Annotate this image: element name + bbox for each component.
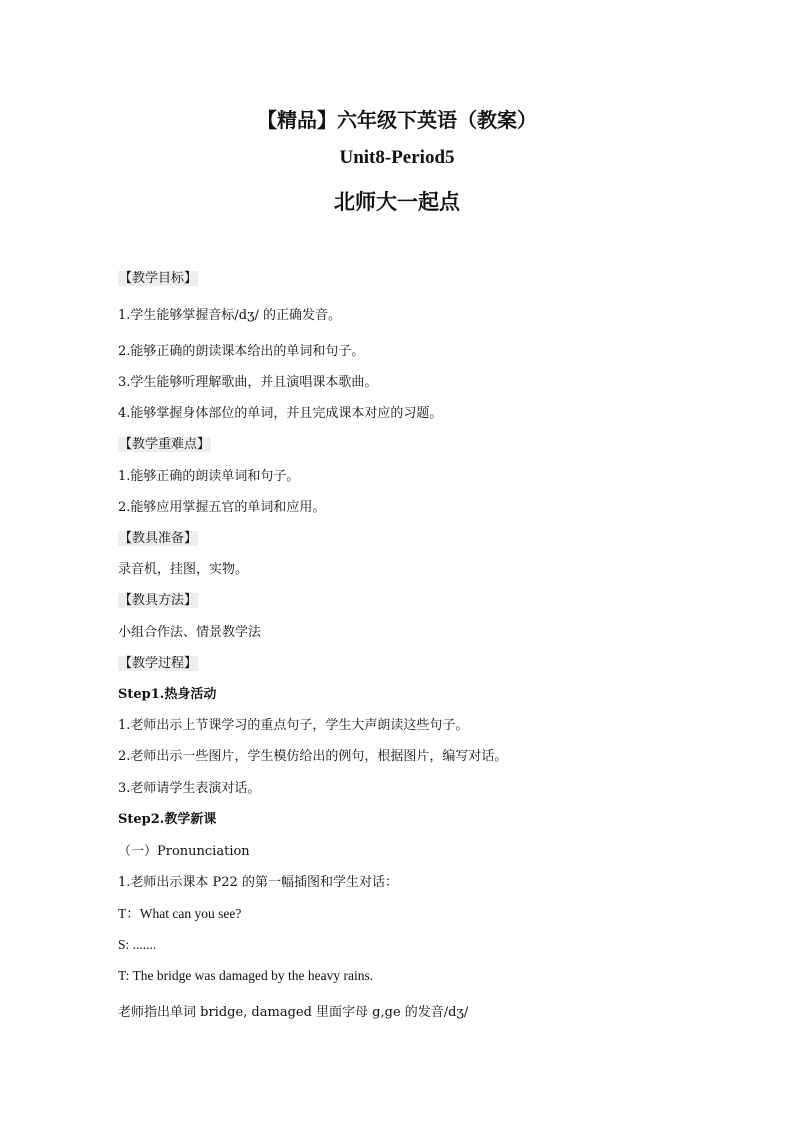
section-methods-heading [118, 592, 198, 610]
section-label: 【教具方法】 [119, 593, 198, 608]
materials-text: 录音机，挂图，实物。 [118, 562, 249, 577]
section-objectives-heading [118, 270, 198, 288]
objective-item: 1.学生能够掌握音标/dʒ/ 的正确发音。 [118, 308, 341, 323]
section-label: 【教具准备】 [119, 531, 198, 546]
dialogue-line: S: ....... [118, 937, 157, 952]
section-key-points-heading [118, 436, 211, 454]
methods-text: 小组合作法、情景教学法 [118, 625, 262, 640]
document-subtitle: Unit8-Period5 [339, 147, 455, 168]
section-label: 【教学目标】 [119, 271, 198, 286]
key-point-item: 2.能够应用掌握五官的单词和应用。 [118, 500, 326, 515]
section-materials-heading [118, 530, 198, 548]
step2-line: 1.老师出示课本 P22 的第一幅插图和学生对话： [118, 875, 398, 890]
section-process-heading [118, 655, 198, 673]
dialogue-line: T: The bridge was damaged by the heavy rains. [118, 968, 374, 983]
publisher-heading: 北师大一起点 [334, 190, 460, 214]
section-label: 【教学重难点】 [119, 437, 211, 452]
document-title: 【精品】六年级下英语（教案） [257, 108, 537, 132]
step1-item: 2.老师出示一些图片，学生模仿给出的例句，根据图片，编写对话。 [118, 749, 508, 764]
pronunciation-subheading: （一）Pronunciation [118, 844, 250, 859]
step1-item: 3.老师请学生表演对话。 [118, 781, 261, 796]
objective-item: 3.学生能够听理解歌曲，并且演唱课本歌曲。 [118, 375, 378, 390]
objective-item: 4.能够掌握身体部位的单词，并且完成课本对应的习题。 [118, 406, 443, 421]
step1-item: 1.老师出示上节课学习的重点句子，学生大声朗读这些句子。 [118, 718, 469, 733]
step1-title: Step1.热身活动 [118, 687, 217, 702]
section-label: 【教学过程】 [119, 656, 198, 671]
objective-item: 2.能够正确的朗读课本给出的单词和句子。 [118, 344, 365, 359]
step2-line: 老师指出单词 bridge, damaged 里面字母 g,ge 的发音/dʒ/ [118, 1005, 469, 1020]
dialogue-line: T：What can you see? [118, 906, 242, 921]
step2-title: Step2.教学新课 [118, 812, 217, 827]
key-point-item: 1.能够正确的朗读单词和句子。 [118, 469, 300, 484]
